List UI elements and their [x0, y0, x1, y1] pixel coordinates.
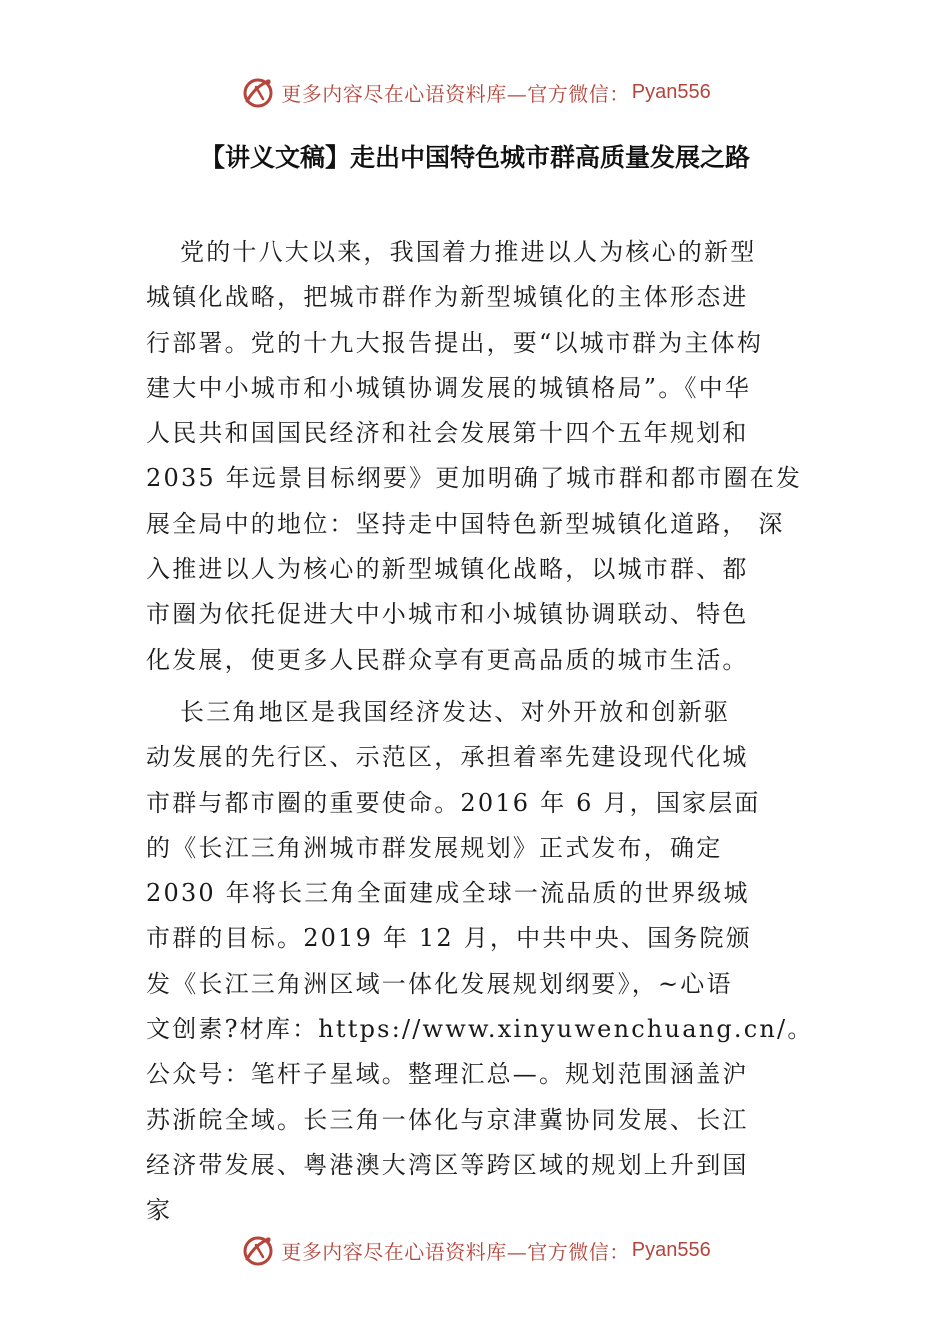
text-line: 发《长江三角洲区域一体化发展规划纲要》，~心语: [146, 969, 733, 998]
text-line: 党的十八大以来，我国着力推进以人为核心的新型: [180, 238, 757, 266]
text-line: 建大中小城市和小城镇协调发展的城镇格局”。《中华: [146, 373, 752, 402]
text-line: 经济带发展、粤港澳大湾区等跨区域的规划上升到国: [146, 1150, 749, 1179]
text-line: 人民共和国国民经济和社会发展第十四个五年规划和: [146, 419, 749, 448]
footer-banner: [0, 1228, 950, 1272]
text-line: 公众号：笔杆子星域。整理汇总—。规划范围涵盖沪: [146, 1060, 749, 1089]
text-line: 2035 年远景目标纲要》更加明确了城市群和都市圈在发: [146, 464, 803, 493]
text-line: 长三角地区是我国经济发达、对外开放和创新驱: [180, 698, 731, 726]
text-line: 的《长江三角洲城市群发展规划》正式发布，确定: [146, 833, 723, 862]
paragraph-2: [146, 690, 826, 1234]
text-line: 动发展的先行区、示范区，承担着率先建设现代化城: [146, 743, 749, 772]
text-line: 行部署。党的十九大报告提出，要“以城市群为主体构: [146, 328, 764, 357]
red-seal-logo-icon: [239, 73, 277, 111]
red-seal-logo-icon: [239, 1231, 277, 1269]
text-line: 市群的目标。2019 年 12 月，中共中央、国务院颁: [146, 924, 752, 953]
text-line: 化发展，使更多人民群众享有更高品质的城市生活。: [146, 645, 749, 674]
text-line: 文创素?材库：https://www.xinyuwenchuang.cn/。: [146, 1015, 814, 1044]
text-line: 展全局中的地位：坚持走中国特色新型城镇化道路， 深: [146, 509, 785, 538]
banner-text: 更多内容尽在心语资料库—官方微信：: [281, 81, 630, 106]
text-line: 城镇化战略，把城市群作为新型城镇化的主体形态进: [146, 283, 749, 312]
text-line: 家: [146, 1196, 173, 1225]
header-banner: [0, 70, 950, 114]
text-line: 入推进以人为核心的新型城镇化战略，以城市群、都: [146, 555, 749, 584]
banner-wechat-id: Pyan556: [631, 1238, 711, 1261]
banner-text: 更多内容尽在心语资料库—官方微信：: [281, 1239, 630, 1264]
text-line: 2030 年将长三角全面建成全球一流品质的世界级城: [146, 879, 750, 908]
text-line: 苏浙皖全域。长三角一体化与京津冀协同发展、长江: [146, 1105, 749, 1134]
document-title: 【讲义文稿】走出中国特色城市群高质量发展之路: [199, 143, 750, 172]
paragraph-1: [146, 230, 826, 683]
text-line: 市圈为依托促进大中小城市和小城镇协调联动、特色: [146, 600, 749, 629]
text-line: 市群与都市圈的重要使命。2016 年 6 月，国家层面: [146, 788, 761, 817]
banner-wechat-id: Pyan556: [631, 80, 711, 103]
